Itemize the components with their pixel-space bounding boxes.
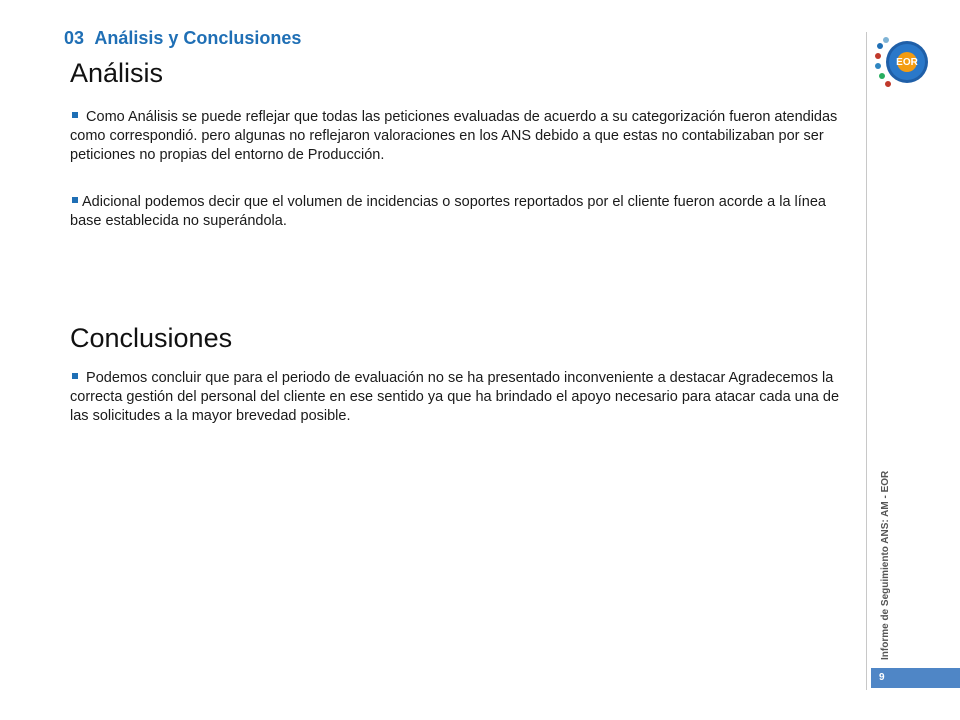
analysis-paragraph-1 bbox=[70, 108, 848, 165]
conclusions-paragraph-1 bbox=[70, 369, 848, 426]
conclusions-paragraph-1-text: Podemos concluir que para el periodo de evaluación no se ha presentado inconveniente a destacar Agradecemos la correcta gestión del personal del cliente en ese sentido ya que ha brindado el apoyo necesario para atacar cada una de las solicitudes a la mayor brevedad posible. bbox=[70, 370, 840, 424]
section-number: 03 bbox=[64, 28, 85, 48]
analysis-paragraph-1-text: Como Análisis se puede reflejar que todas las peticiones evaluadas de acuerdo a su categorización fueron atendidas como correspondió. pero algunas no reflejaron valoraciones en los ANS debido a que estas no contabilizaban por ser peticiones no propias del entorno de Producción. bbox=[70, 109, 838, 163]
bullet-icon bbox=[72, 373, 78, 379]
bullet-icon bbox=[72, 197, 78, 203]
logo-text: EOR bbox=[896, 57, 918, 68]
eor-logo bbox=[872, 34, 932, 94]
vertical-divider bbox=[866, 32, 867, 690]
analysis-heading: Análisis bbox=[70, 58, 164, 88]
analysis-paragraph-2 bbox=[70, 193, 848, 231]
section-title: Análisis y Conclusiones bbox=[94, 28, 302, 48]
bullet-icon bbox=[72, 112, 78, 118]
section-header bbox=[64, 28, 301, 49]
conclusions-heading: Conclusiones bbox=[70, 323, 233, 353]
page-number-box bbox=[871, 668, 960, 688]
vertical-caption: Informe de Seguimiento ANS: AM - EOR bbox=[880, 470, 891, 660]
page-number: 9 bbox=[879, 672, 885, 683]
analysis-paragraph-2-text: Adicional podemos decir que el volumen de incidencias o soportes reportados por el cliente fueron acorde a la línea base establecida no superándola. bbox=[70, 194, 826, 229]
